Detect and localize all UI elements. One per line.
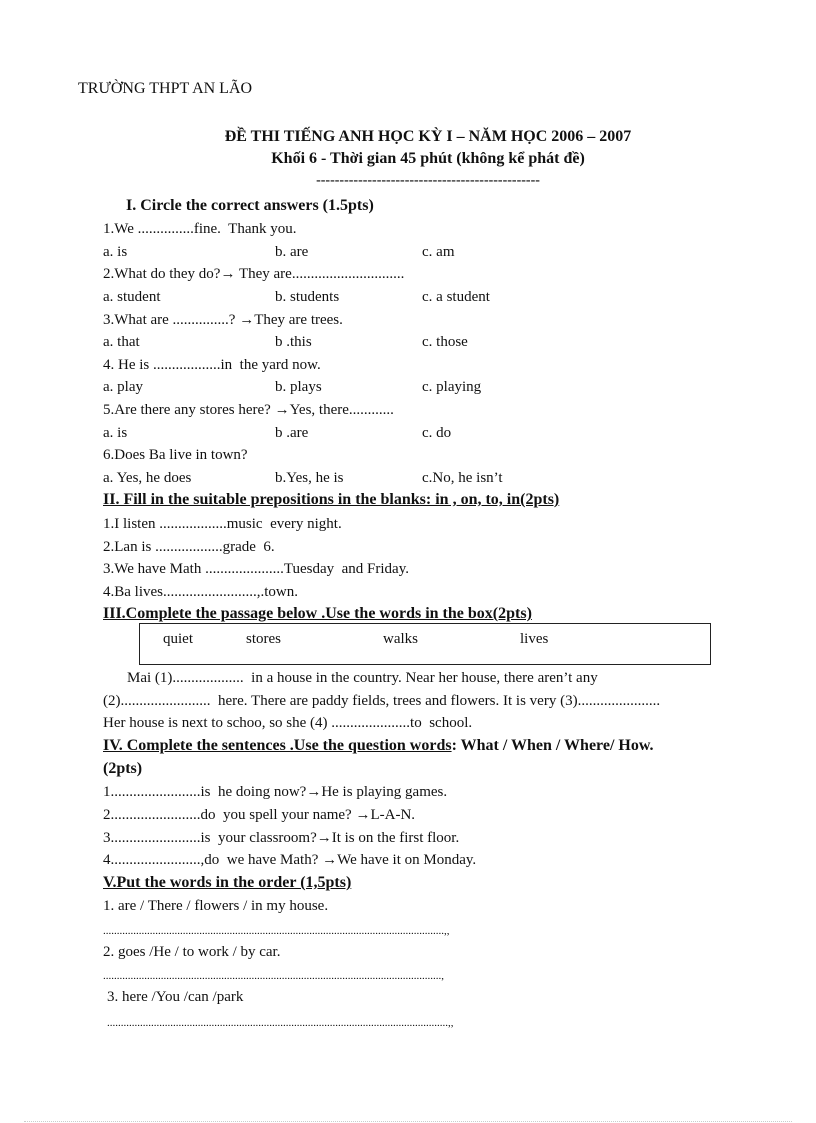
option-4c: c. playing <box>422 379 482 395</box>
option-2c: c. a student <box>422 289 490 305</box>
word-quiet: quiet <box>163 631 193 647</box>
word-lives: lives <box>520 631 549 647</box>
question-3: 3.What are ...............? →They are trees. <box>103 312 343 328</box>
option-5c: c. do <box>422 425 452 441</box>
section5-heading: V.Put the words in the order (1,5pts) <box>103 874 352 891</box>
answer-line-3: ............................................................................................................................,, <box>107 1017 454 1029</box>
word-walks: walks <box>383 631 418 647</box>
option-2b: b. students <box>275 289 340 305</box>
option-6b: b.Yes, he is <box>275 470 344 486</box>
word-stores: stores <box>246 631 281 647</box>
passage-line-3: Her house is next to schoo, so she (4) .....................to school. <box>103 715 473 731</box>
option-5a: a. is <box>103 425 128 441</box>
section2-heading: II. Fill in the suitable prepositions in the blanks: in , on, to, in(2pts) <box>103 491 560 508</box>
section4-heading <box>103 737 654 755</box>
question-6: 6.Does Ba live in town? <box>103 447 248 463</box>
option-1b: b. are <box>275 244 309 260</box>
section4-heading-words: : What / When / Where/ How. <box>451 737 654 754</box>
section4-heading-main: IV. Complete the sentences .Use the question words <box>103 737 452 754</box>
option-2a: a. student <box>103 289 161 305</box>
question-2: 2.What do they do?→ They are.............................. <box>103 266 405 282</box>
exam-subtitle: Khối 6 - Thời gian 45 phút (không kể phát đề) <box>271 150 585 167</box>
prep-4: 4.Ba lives.........................,.town. <box>103 584 298 600</box>
question-1: 1.We ...............fine. Thank you. <box>103 221 297 237</box>
option-4a: a. play <box>103 379 143 395</box>
option-6c: c.No, he isn’t <box>422 470 503 486</box>
question-4: 4. He is ..................in the yard now. <box>103 357 321 373</box>
option-3c: c. those <box>422 334 468 350</box>
option-3b: b .this <box>275 334 312 350</box>
question-word-3: 3........................is your classroom?→It is on the first floor. <box>103 830 460 846</box>
order-1: 1. are / There / flowers / in my house. <box>103 898 329 914</box>
option-6a: a. Yes, he does <box>103 470 192 486</box>
page-bottom-border <box>24 1121 792 1122</box>
divider: ------------------------------------------------ <box>316 173 540 188</box>
section1-heading: I. Circle the correct answers (1.5pts) <box>126 197 374 214</box>
passage-line-1: Mai (1)................... in a house in the country. Near her house, there aren’t any <box>127 670 598 686</box>
answer-line-2: ..........................................................................................................................., <box>103 970 444 982</box>
passage-line-2: (2)........................ here. There are paddy fields, trees and flowers. It is very (3)...................... <box>103 693 661 709</box>
option-1c: c. am <box>422 244 455 260</box>
option-4b: b. plays <box>275 379 322 395</box>
order-3: 3. here /You /can /park <box>107 989 244 1005</box>
question-word-1: 1........................is he doing now?→He is playing games. <box>103 784 448 800</box>
prep-3: 3.We have Math .....................Tuesday and Friday. <box>103 561 409 577</box>
question-5: 5.Are there any stores here? →Yes, there............ <box>103 402 394 418</box>
prep-1: 1.I listen ..................music every night. <box>103 516 342 532</box>
word-box <box>139 623 711 665</box>
order-2: 2. goes /He / to work / by car. <box>103 944 281 960</box>
option-1a: a. is <box>103 244 128 260</box>
section4-points: (2pts) <box>103 760 143 777</box>
school-name: TRƯỜNG THPT AN LÃO <box>78 80 253 97</box>
option-5b: b .are <box>275 425 309 441</box>
option-3a: a. that <box>103 334 140 350</box>
section3-heading: III.Complete the passage below .Use the words in the box(2pts) <box>103 605 532 622</box>
prep-2: 2.Lan is ..................grade 6. <box>103 539 275 555</box>
question-word-2: 2........................do you spell your name? →L-A-N. <box>103 807 416 823</box>
question-word-4: 4........................,do we have Math? →We have it on Monday. <box>103 852 477 868</box>
answer-line-1: ............................................................................................................................,, <box>103 925 450 937</box>
exam-title: ĐỀ THI TIẾNG ANH HỌC KỲ I – NĂM HỌC 2006 – 2007 <box>224 128 632 145</box>
